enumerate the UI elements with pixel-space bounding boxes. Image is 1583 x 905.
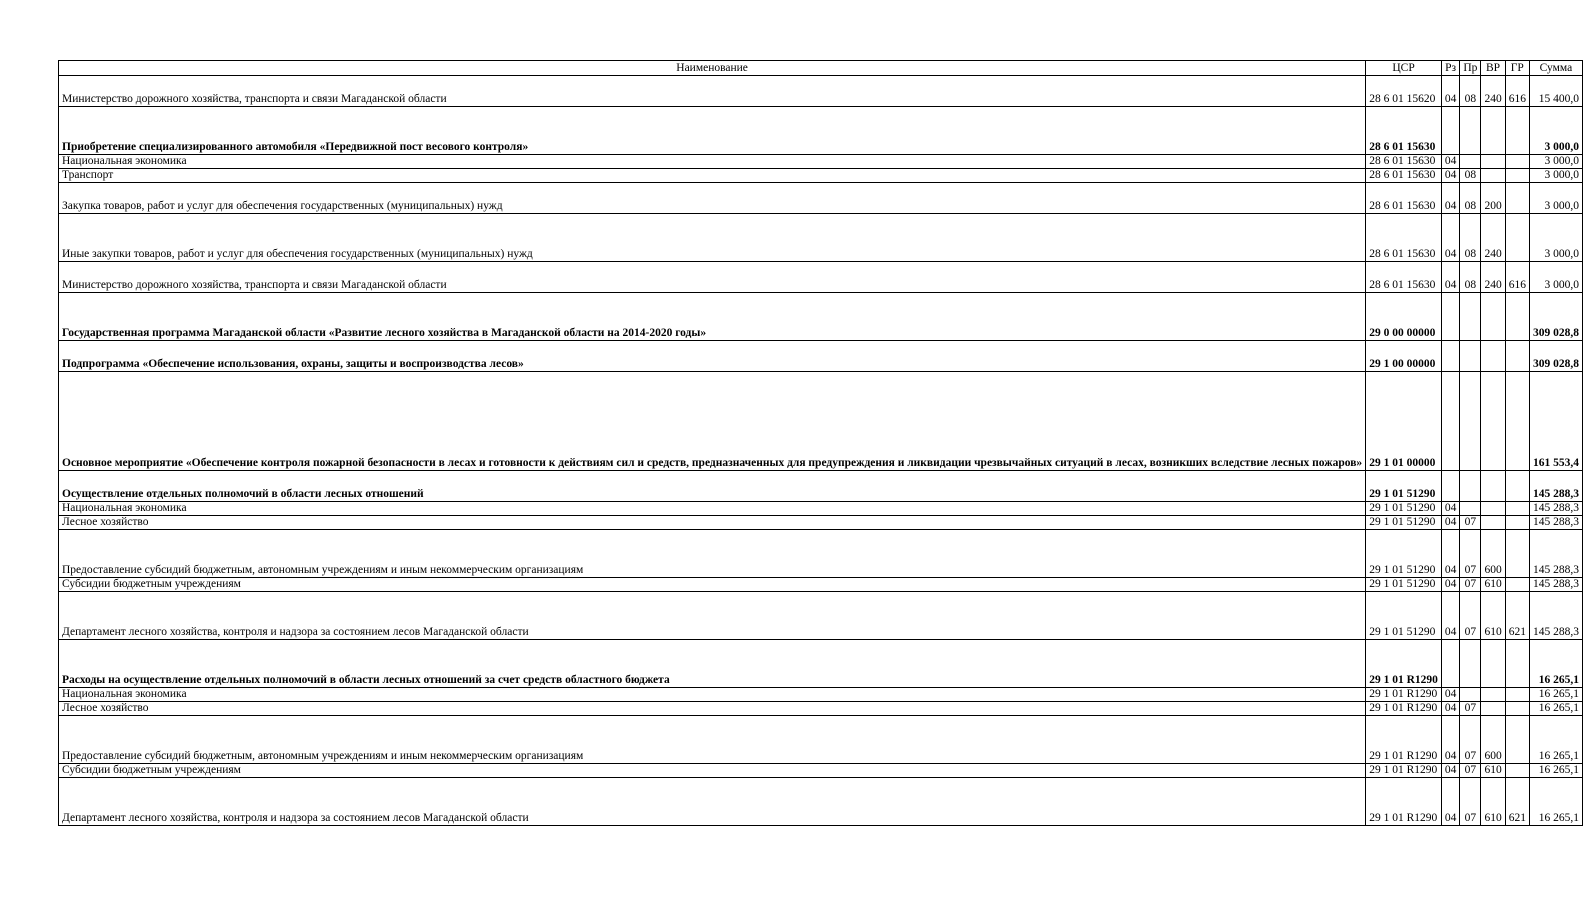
cell-pr [1460, 688, 1481, 702]
cell-gr [1505, 214, 1529, 262]
cell-csr: 28 6 01 15630 [1366, 169, 1442, 183]
cell-gr [1505, 107, 1529, 155]
cell-vr [1481, 640, 1505, 688]
cell-vr [1481, 471, 1505, 502]
cell-rz: 04 [1441, 764, 1460, 778]
table-row [59, 372, 1583, 471]
cell-rz: 04 [1441, 688, 1460, 702]
cell-sum: 145 288,3 [1529, 578, 1582, 592]
cell-csr: 29 1 01 R1290 [1366, 640, 1442, 688]
cell-gr [1505, 516, 1529, 530]
cell-pr: 07 [1460, 578, 1481, 592]
cell-rz: 04 [1441, 702, 1460, 716]
cell-pr [1460, 640, 1481, 688]
cell-gr: 621 [1505, 778, 1529, 826]
cell-rz: 04 [1441, 155, 1460, 169]
cell-gr [1505, 372, 1529, 471]
cell-sum: 16 265,1 [1529, 640, 1582, 688]
cell-csr: 29 1 01 R1290 [1366, 702, 1442, 716]
cell-vr [1481, 702, 1505, 716]
cell-sum: 16 265,1 [1529, 716, 1582, 764]
cell-vr [1481, 293, 1505, 341]
cell-csr: 29 0 00 00000 [1366, 293, 1442, 341]
table-row [59, 169, 1583, 183]
table-row [59, 502, 1583, 516]
cell-csr: 29 1 01 R1290 [1366, 688, 1442, 702]
cell-name: Расходы на осуществление отдельных полномочий в области лесных отношений за счет средств областного бюджета [59, 640, 1366, 688]
cell-pr: 07 [1460, 592, 1481, 640]
cell-csr: 29 1 01 51290 [1366, 530, 1442, 578]
cell-name: Лесное хозяйство [59, 516, 1366, 530]
table-row [59, 155, 1583, 169]
cell-sum: 15 400,0 [1529, 76, 1582, 107]
table-row [59, 702, 1583, 716]
table-row [59, 592, 1583, 640]
cell-rz: 04 [1441, 530, 1460, 578]
cell-sum: 145 288,3 [1529, 592, 1582, 640]
table-header [59, 61, 1583, 76]
cell-name: Министерство дорожного хозяйства, транспорта и связи Магаданской области [59, 76, 1366, 107]
cell-gr [1505, 183, 1529, 214]
cell-name: Национальная экономика [59, 502, 1366, 516]
cell-name: Департамент лесного хозяйства, контроля и надзора за состоянием лесов Магаданской области [59, 778, 1366, 826]
table-row [59, 530, 1583, 578]
cell-name: Подпрограмма «Обеспечение использования, охраны, защиты и воспроизводства лесов» [59, 341, 1366, 372]
cell-gr [1505, 702, 1529, 716]
table-row [59, 107, 1583, 155]
cell-gr [1505, 471, 1529, 502]
cell-sum: 145 288,3 [1529, 471, 1582, 502]
cell-sum: 145 288,3 [1529, 516, 1582, 530]
cell-vr: 240 [1481, 76, 1505, 107]
cell-vr: 610 [1481, 778, 1505, 826]
cell-vr [1481, 169, 1505, 183]
cell-rz [1441, 107, 1460, 155]
cell-csr: 28 6 01 15630 [1366, 214, 1442, 262]
cell-csr: 28 6 01 15620 [1366, 76, 1442, 107]
cell-rz: 04 [1441, 502, 1460, 516]
cell-name: Иные закупки товаров, работ и услуг для обеспечения государственных (муниципальных) нужд [59, 214, 1366, 262]
cell-pr: 07 [1460, 530, 1481, 578]
cell-name: Национальная экономика [59, 155, 1366, 169]
cell-gr [1505, 716, 1529, 764]
table-row [59, 76, 1583, 107]
cell-sum: 309 028,8 [1529, 341, 1582, 372]
cell-gr [1505, 155, 1529, 169]
cell-rz [1441, 640, 1460, 688]
cell-vr: 200 [1481, 183, 1505, 214]
cell-gr [1505, 341, 1529, 372]
cell-name: Приобретение специализированного автомобиля «Передвижной пост весового контроля» [59, 107, 1366, 155]
cell-vr: 610 [1481, 592, 1505, 640]
cell-gr [1505, 640, 1529, 688]
cell-rz: 04 [1441, 169, 1460, 183]
cell-gr [1505, 169, 1529, 183]
cell-gr [1505, 530, 1529, 578]
cell-rz: 04 [1441, 592, 1460, 640]
header-csr: ЦСР [1366, 61, 1442, 76]
cell-vr: 240 [1481, 214, 1505, 262]
cell-rz [1441, 341, 1460, 372]
cell-rz: 04 [1441, 716, 1460, 764]
cell-vr [1481, 688, 1505, 702]
cell-rz: 04 [1441, 214, 1460, 262]
table-row [59, 516, 1583, 530]
table-row [59, 688, 1583, 702]
cell-csr: 29 1 01 51290 [1366, 516, 1442, 530]
cell-gr: 621 [1505, 592, 1529, 640]
table-row [59, 214, 1583, 262]
cell-sum: 16 265,1 [1529, 764, 1582, 778]
cell-sum: 16 265,1 [1529, 688, 1582, 702]
cell-sum: 3 000,0 [1529, 155, 1582, 169]
table-row [59, 764, 1583, 778]
cell-rz: 04 [1441, 183, 1460, 214]
table-row [59, 293, 1583, 341]
cell-name: Предоставление субсидий бюджетным, автономным учреждениям и иным некоммерческим организациям [59, 716, 1366, 764]
cell-vr [1481, 516, 1505, 530]
cell-name: Национальная экономика [59, 688, 1366, 702]
cell-name: Департамент лесного хозяйства, контроля и надзора за состоянием лесов Магаданской области [59, 592, 1366, 640]
header-vr: ВР [1481, 61, 1505, 76]
table-row [59, 778, 1583, 826]
header-rz: Рз [1441, 61, 1460, 76]
cell-sum: 145 288,3 [1529, 530, 1582, 578]
cell-gr [1505, 688, 1529, 702]
cell-pr: 07 [1460, 764, 1481, 778]
cell-csr: 29 1 01 51290 [1366, 592, 1442, 640]
cell-rz: 04 [1441, 262, 1460, 293]
cell-csr: 29 1 01 51290 [1366, 471, 1442, 502]
table-row [59, 640, 1583, 688]
cell-sum: 3 000,0 [1529, 262, 1582, 293]
header-sum: Сумма [1529, 61, 1582, 76]
table-body [59, 76, 1583, 826]
cell-vr [1481, 341, 1505, 372]
cell-pr [1460, 155, 1481, 169]
cell-csr: 29 1 01 00000 [1366, 372, 1442, 471]
cell-name: Субсидии бюджетным учреждениям [59, 764, 1366, 778]
table-row [59, 716, 1583, 764]
cell-pr [1460, 372, 1481, 471]
cell-sum: 16 265,1 [1529, 702, 1582, 716]
cell-vr [1481, 107, 1505, 155]
cell-name: Основное мероприятие «Обеспечение контроля пожарной безопасности в лесах и готовности к действиям сил и средств, предназначенных для предупреждения и ликвидации чрезвычайных ситуаций в лесах, возникших вследствие лесных пожаров» [59, 372, 1366, 471]
header-row [59, 61, 1583, 76]
table-row [59, 578, 1583, 592]
cell-csr: 29 1 01 R1290 [1366, 764, 1442, 778]
cell-vr: 240 [1481, 262, 1505, 293]
cell-csr: 29 1 01 R1290 [1366, 778, 1442, 826]
cell-rz [1441, 372, 1460, 471]
cell-vr [1481, 155, 1505, 169]
cell-sum: 3 000,0 [1529, 214, 1582, 262]
cell-sum: 161 553,4 [1529, 372, 1582, 471]
cell-gr: 616 [1505, 262, 1529, 293]
table-row [59, 341, 1583, 372]
cell-csr: 29 1 01 51290 [1366, 502, 1442, 516]
cell-vr [1481, 502, 1505, 516]
cell-name: Государственная программа Магаданской области «Развитие лесного хозяйства в Магаданской области на 2014-2020 годы» [59, 293, 1366, 341]
cell-pr [1460, 502, 1481, 516]
cell-pr: 08 [1460, 169, 1481, 183]
cell-rz [1441, 293, 1460, 341]
cell-sum: 3 000,0 [1529, 183, 1582, 214]
cell-pr: 07 [1460, 516, 1481, 530]
budget-table [58, 60, 1583, 826]
cell-rz: 04 [1441, 778, 1460, 826]
cell-name: Транспорт [59, 169, 1366, 183]
cell-csr: 29 1 01 51290 [1366, 578, 1442, 592]
header-name: Наименование [59, 61, 1366, 76]
cell-gr [1505, 578, 1529, 592]
cell-csr: 28 6 01 15630 [1366, 183, 1442, 214]
cell-sum: 309 028,8 [1529, 293, 1582, 341]
cell-pr [1460, 341, 1481, 372]
header-gr: ГР [1505, 61, 1529, 76]
cell-name: Закупка товаров, работ и услуг для обеспечения государственных (муниципальных) нужд [59, 183, 1366, 214]
cell-vr: 610 [1481, 578, 1505, 592]
cell-vr: 600 [1481, 716, 1505, 764]
cell-rz: 04 [1441, 76, 1460, 107]
table-row [59, 262, 1583, 293]
cell-sum: 145 288,3 [1529, 502, 1582, 516]
cell-vr [1481, 372, 1505, 471]
cell-rz: 04 [1441, 516, 1460, 530]
cell-name: Осуществление отдельных полномочий в области лесных отношений [59, 471, 1366, 502]
cell-csr: 28 6 01 15630 [1366, 107, 1442, 155]
cell-name: Министерство дорожного хозяйства, транспорта и связи Магаданской области [59, 262, 1366, 293]
cell-csr: 28 6 01 15630 [1366, 262, 1442, 293]
cell-pr: 08 [1460, 262, 1481, 293]
cell-name: Лесное хозяйство [59, 702, 1366, 716]
cell-pr: 07 [1460, 702, 1481, 716]
cell-csr: 28 6 01 15630 [1366, 155, 1442, 169]
cell-name: Субсидии бюджетным учреждениям [59, 578, 1366, 592]
cell-vr: 610 [1481, 764, 1505, 778]
cell-gr: 616 [1505, 76, 1529, 107]
table-row [59, 183, 1583, 214]
cell-pr: 08 [1460, 214, 1481, 262]
cell-csr: 29 1 00 00000 [1366, 341, 1442, 372]
cell-pr [1460, 107, 1481, 155]
cell-sum: 3 000,0 [1529, 169, 1582, 183]
cell-gr [1505, 502, 1529, 516]
cell-pr [1460, 293, 1481, 341]
cell-pr: 07 [1460, 778, 1481, 826]
cell-pr [1460, 471, 1481, 502]
cell-gr [1505, 764, 1529, 778]
cell-pr: 08 [1460, 183, 1481, 214]
table-row [59, 471, 1583, 502]
header-pr: Пр [1460, 61, 1481, 76]
cell-vr: 600 [1481, 530, 1505, 578]
cell-csr: 29 1 01 R1290 [1366, 716, 1442, 764]
cell-rz [1441, 471, 1460, 502]
cell-sum: 16 265,1 [1529, 778, 1582, 826]
cell-gr [1505, 293, 1529, 341]
cell-sum: 3 000,0 [1529, 107, 1582, 155]
cell-pr: 08 [1460, 76, 1481, 107]
cell-pr: 07 [1460, 716, 1481, 764]
cell-rz: 04 [1441, 578, 1460, 592]
cell-name: Предоставление субсидий бюджетным, автономным учреждениям и иным некоммерческим организациям [59, 530, 1366, 578]
